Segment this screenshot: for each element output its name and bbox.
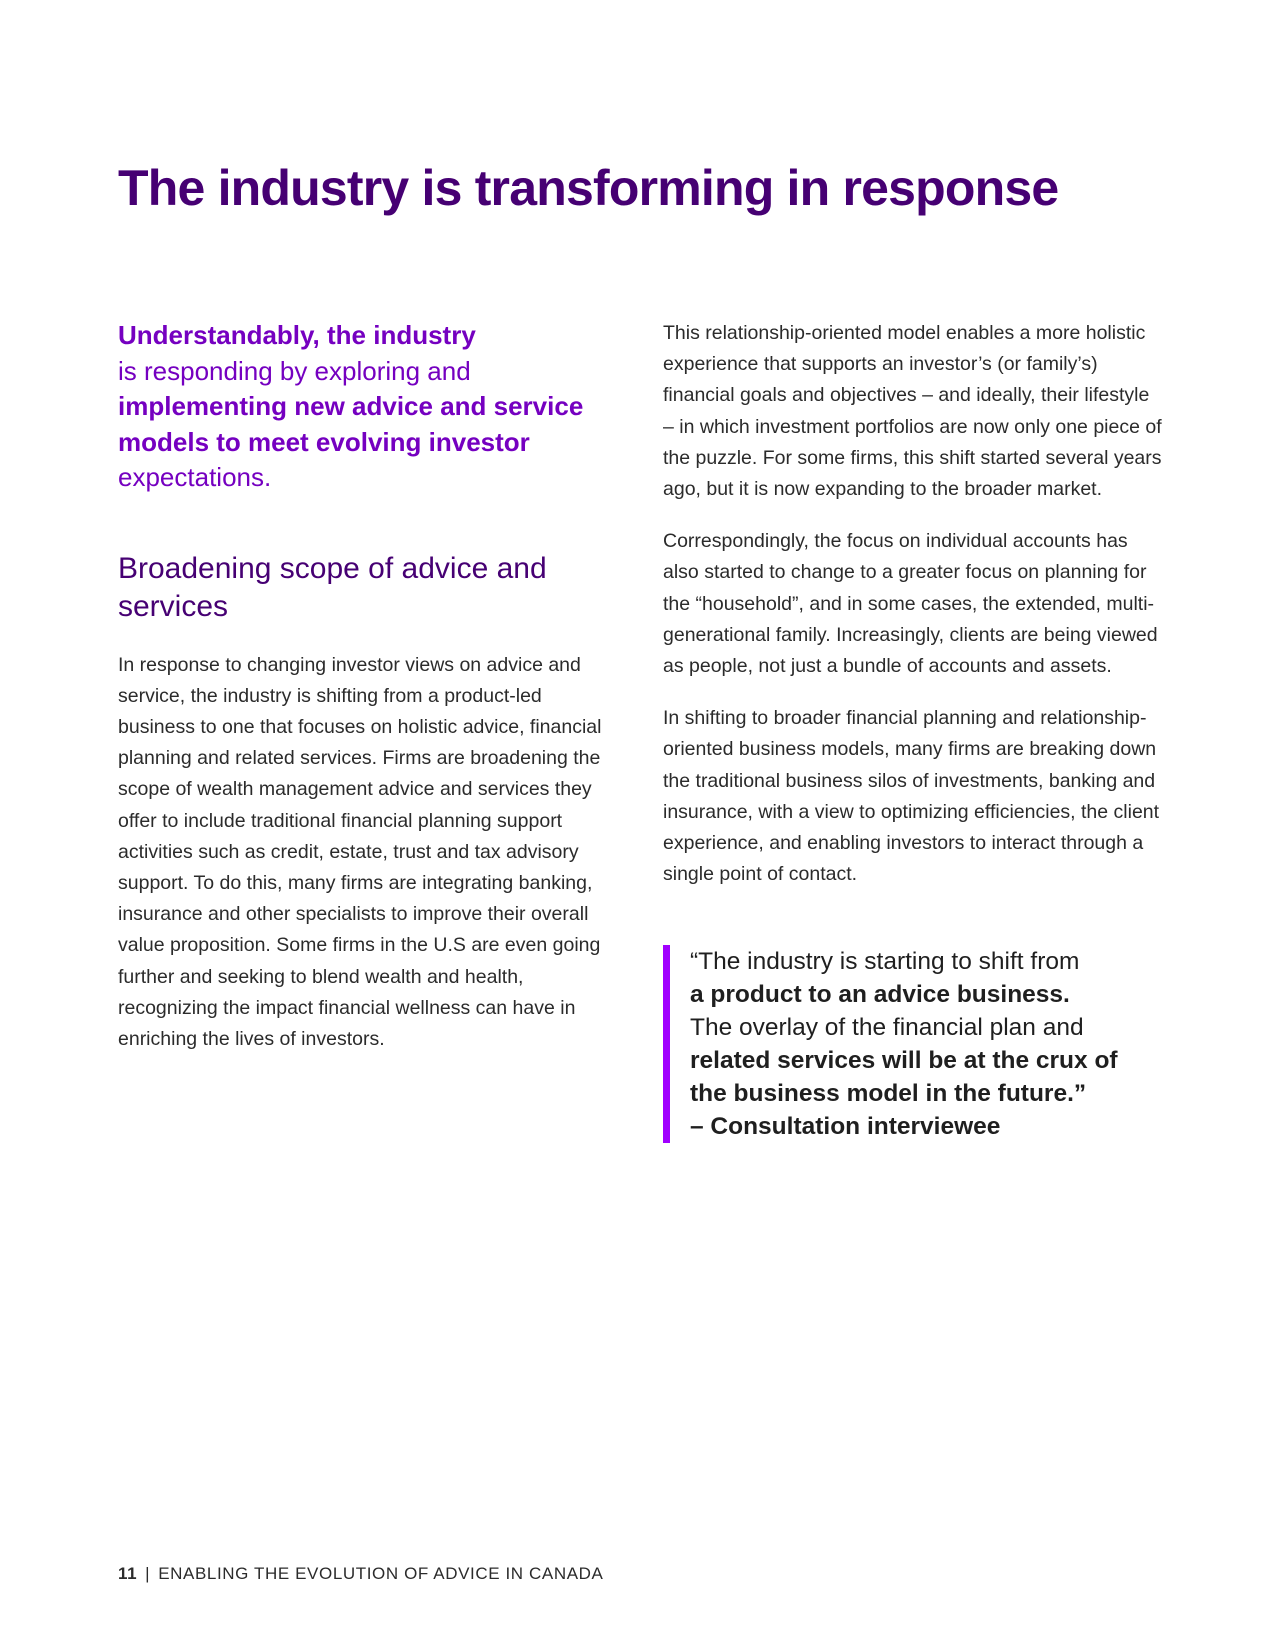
- document-title: ENABLING THE EVOLUTION OF ADVICE IN CANADA: [158, 1564, 604, 1583]
- left-column: [118, 318, 618, 1055]
- right-paragraph-2: Correspondingly, the focus on individual accounts has also started to change to a greater focus on planning for the “household”, and in some cases, the extended, multi-generational family. Increasingly, clients are being viewed as people, not just a bundle of accounts and assets.: [663, 530, 1158, 678]
- right-paragraph-1: This relationship-oriented model enables a more holistic experience that supports an investor’s (or family’s) financial goals and objectives – and ideally, their lifestyle – in which investment portfolios are now only one piece of the puzzle. For some firms, this shift started several years ago, but it is now expanding to the broader market.: [663, 322, 1162, 501]
- right-column: [663, 318, 1163, 1143]
- page-number: 11: [118, 1564, 138, 1583]
- quote-attribution: – Consultation interviewee: [690, 1113, 1001, 1141]
- quote-line-2: a product to an advice business.: [690, 981, 1070, 1009]
- intro-statement: [118, 318, 618, 496]
- footer-separator: |: [145, 1564, 151, 1583]
- intro-bold-2: implementing new advice and service models to meet evolving investor: [118, 391, 584, 457]
- intro-regular-1: is responding by exploring and: [118, 355, 471, 386]
- quote-line-1: “The industry is starting to shift from: [690, 948, 1080, 976]
- section-heading: Broadening scope of advice and services: [118, 551, 547, 623]
- pull-quote: [663, 945, 1160, 1143]
- right-paragraph-3: In shifting to broader financial planning and relationship-oriented business models, many firms are breaking down the traditional business silos of investments, banking and insurance, with a view to optimizing efficiencies, the client experience, and enabling investors to interact through a single point of contact.: [663, 707, 1160, 886]
- left-paragraph: In response to changing investor views on advice and service, the industry is shifting from a product-led business to one that focuses on holistic advice, financial planning and related services. Firms are broadening the scope of wealth management advice and services they offer to include traditional financial planning support activities such as credit, estate, trust and tax advisory support. To do this, many firms are integrating banking, insurance and other specialists to improve their overall value proposition. Some firms in the U.S are even going further and seeking to blend wealth and health, recognizing the impact financial wellness can have in enriching the lives of investors.: [118, 653, 602, 1050]
- intro-regular-2: expectations.: [118, 462, 272, 492]
- page-footer: [118, 1564, 603, 1584]
- page-title: The industry is transforming in response: [118, 160, 1059, 216]
- intro-bold-1: Understandably, the industry: [118, 320, 476, 350]
- quote-line-4: related services will be at the crux of the business model in the future.”: [690, 1047, 1118, 1108]
- quote-line-3: The overlay of the financial plan and: [690, 1014, 1084, 1042]
